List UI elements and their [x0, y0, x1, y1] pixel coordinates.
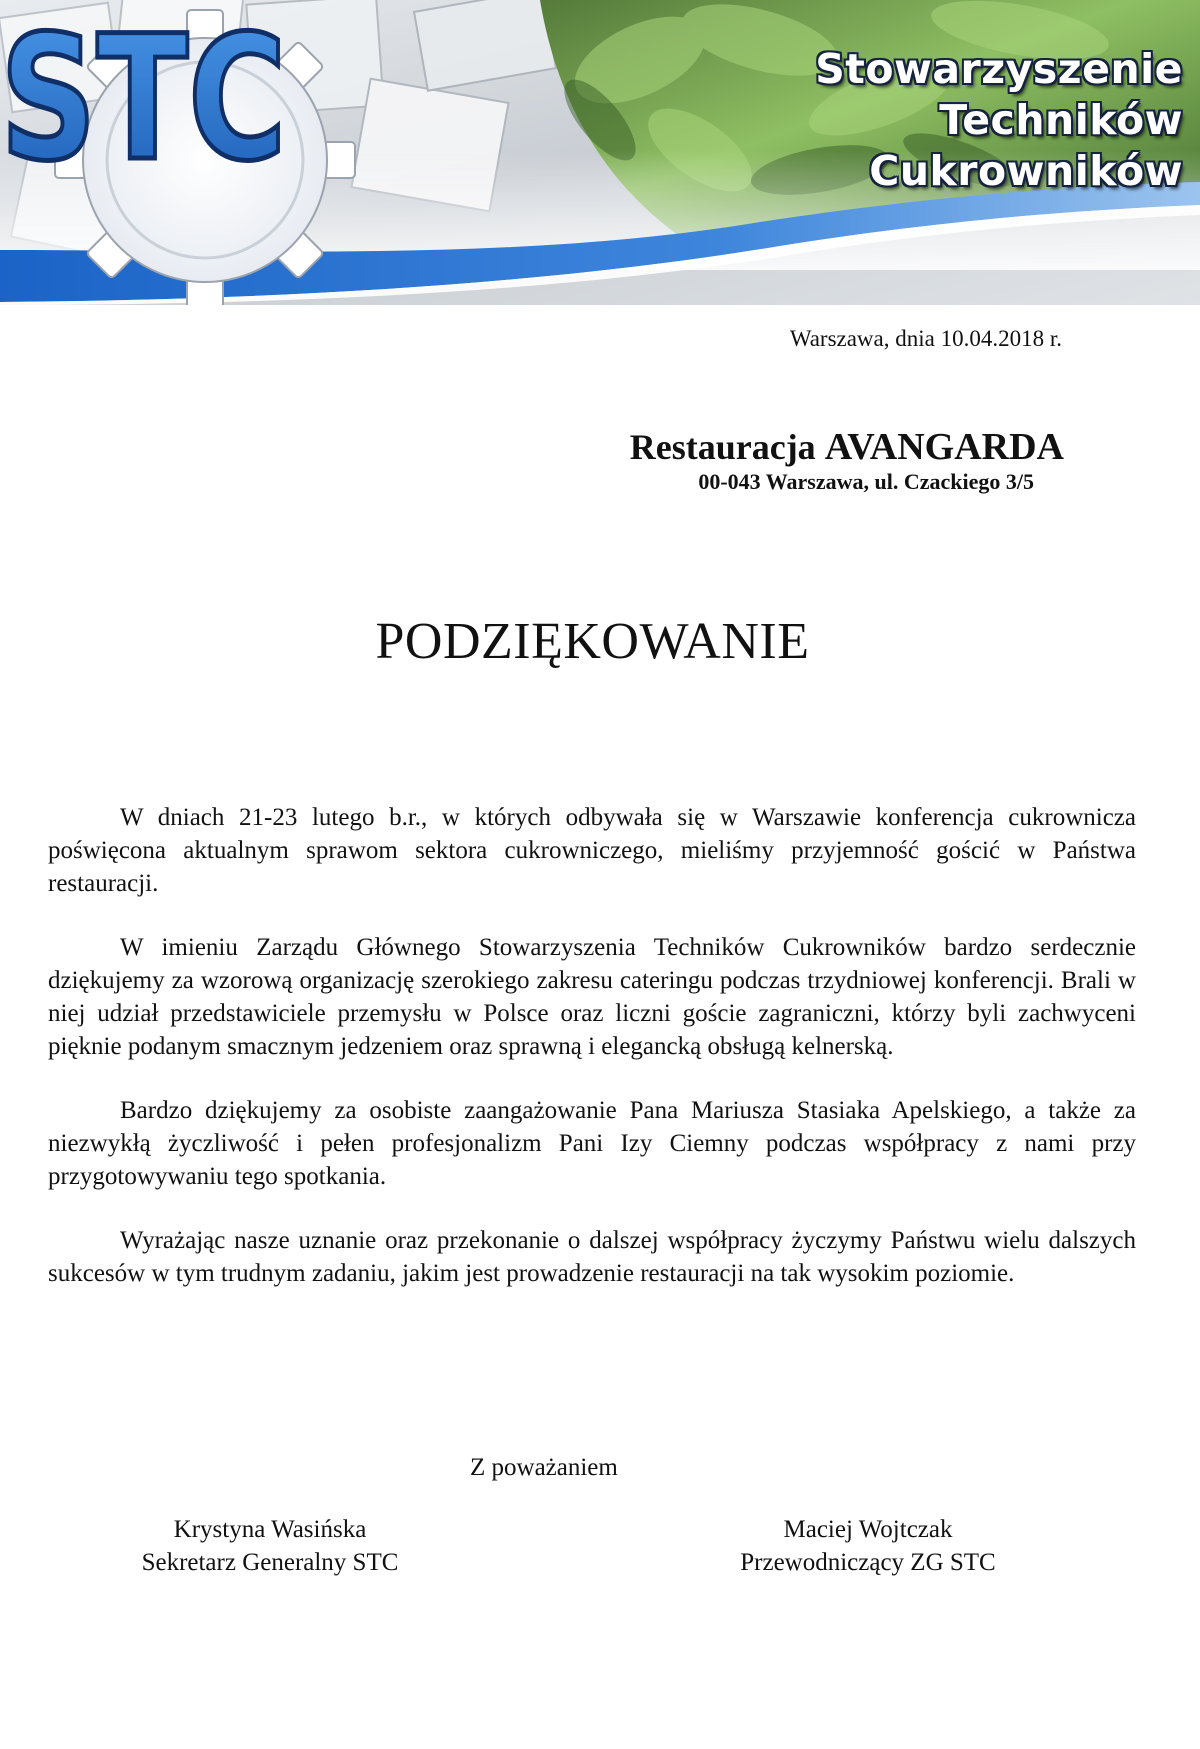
letter-body: [48, 801, 1136, 1321]
recipient-name-main: AVANGARDA: [824, 426, 1064, 468]
closing-phrase: Z poważaniem: [470, 1454, 618, 1481]
document-title: PODZIĘKOWANIE: [375, 613, 810, 670]
paragraph: W dniach 21-23 lutego b.r., w których odbywała się w Warszawie konferencja cukrownicza poświęcona aktualnym sprawom sektora cukrowniczego, mieliśmy przyjemność gościć w Państwa restauracji.: [48, 804, 1136, 897]
letterhead-banner: [0, 0, 1200, 305]
signer-name: Krystyna Wasińska: [173, 1516, 367, 1543]
signer-role: Przewodniczący ZG STC: [740, 1549, 996, 1576]
signer-role: Sekretarz Generalny STC: [141, 1549, 399, 1576]
signer-name: Maciej Wojtczak: [783, 1516, 953, 1543]
org-name-line-1: Stowarzyszenie: [815, 45, 1183, 93]
letter-date: Warszawa, dnia 10.04.2018 r.: [789, 326, 1062, 351]
recipient-block: [630, 425, 1064, 495]
recipient-name: [630, 425, 1064, 469]
logo-letters: STC: [0, 0, 287, 175]
paragraph: Wyrażając nasze uznanie oraz przekonanie o dalszej współpracy życzymy Państwu wielu dalszych sukcesów w tym trudnym zadaniu, jakim jest prowadzenie restauracji na tak wysokim poziomie.: [48, 1227, 1136, 1287]
organization-name: [815, 44, 1183, 197]
paragraph: W imieniu Zarządu Głównego Stowarzyszenia Techników Cukrowników bardzo serdecznie dziękujemy za wzorową organizację szerokiego zakresu cateringu podczas trzydniowej konferencji. Brali w niej udział przedstawiciele przemysłu w Polsce oraz liczni goście zagraniczni, którzy byli zachwyceni pięknie podanym smacznym jedzeniem oraz sprawną i elegancką obsługą kelnerską.: [48, 934, 1136, 1060]
org-name-line-2: Techników: [939, 96, 1183, 144]
signer-right: [708, 1513, 1028, 1579]
paragraph: Bardzo dziękujemy za osobiste zaangażowanie Pana Mariusza Stasiaka Apelskiego, a także za niezwykłą życzliwość i pełen profesjonalizm Pani Izy Ciemny podczas współpracy z nami przy przygotowywaniu tego spotkania.: [48, 1097, 1136, 1190]
recipient-name-prefix: Restauracja: [629, 427, 816, 467]
org-name-line-3: Cukrowników: [869, 147, 1183, 195]
signer-left: [120, 1513, 420, 1579]
recipient-address: 00-043 Warszawa, ul. Czackiego 3/5: [698, 469, 1034, 494]
stc-logo: [0, 0, 300, 175]
